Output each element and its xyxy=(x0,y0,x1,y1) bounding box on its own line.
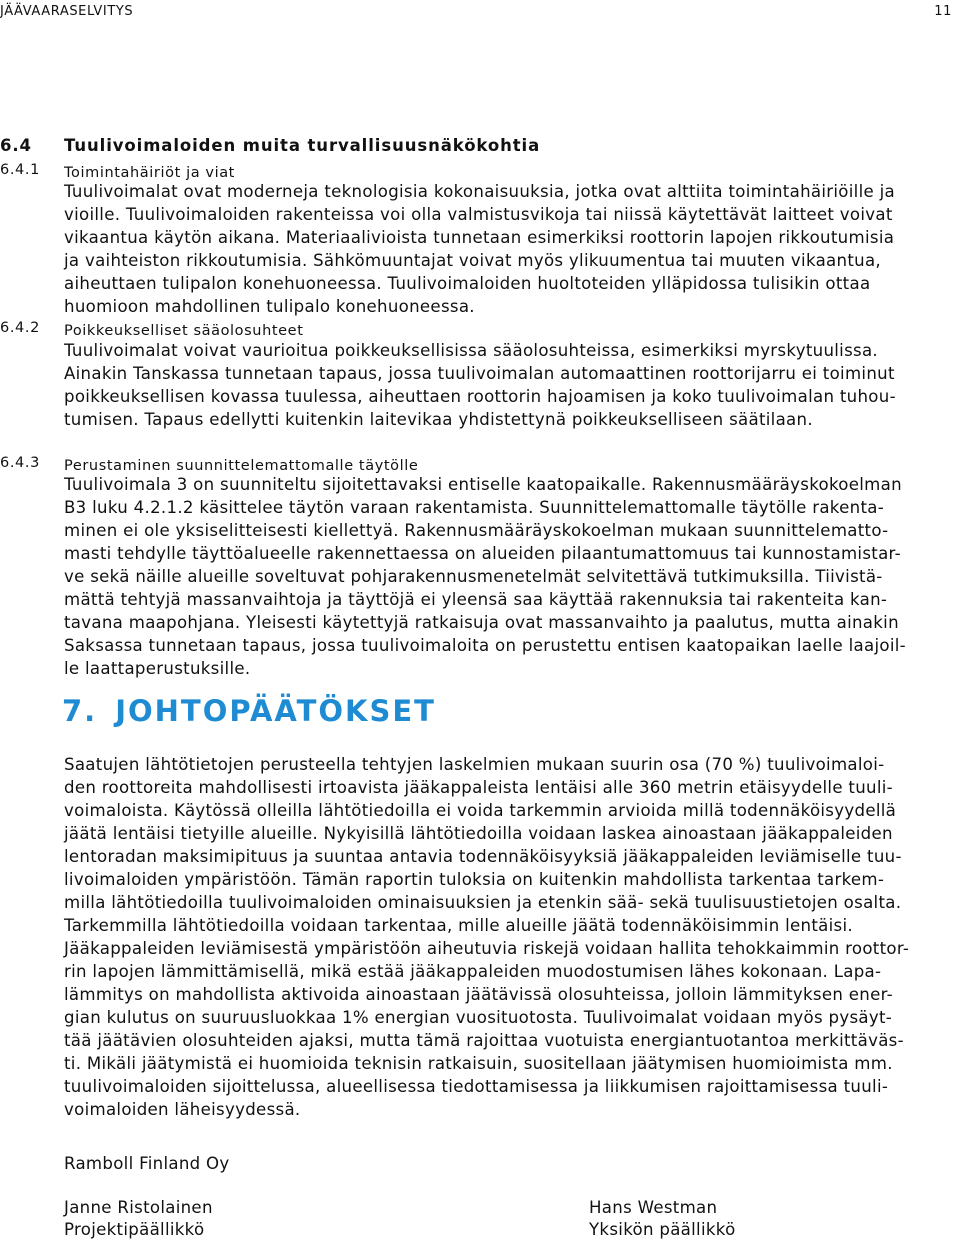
text-line: Saatujen lähtötietojen perusteella tehtyjen laskelmien mukaan suurin osa (70 %) tuulivoimaloi- xyxy=(64,755,885,774)
subsection-title-6-4-2: Poikkeukselliset sääolosuhteet xyxy=(64,323,304,339)
text-line: lämmitys on mahdollista aktivoida ainoastaan jäätävissä olosuhteissa, jolloin lämmityksen ener- xyxy=(64,985,893,1004)
text-line: Tuulivoimalat voivat vaurioitua poikkeuksellisissa sääolosuhteissa, esimerkiksi myrskytuulissa. xyxy=(64,341,879,360)
text-line: poikkeuksellisen kovassa tuulessa, aiheuttaen roottorin hajoamisen ja koko tuulivoimalan tuhou- xyxy=(64,387,896,406)
text-line: tavana maapohjana. Yleisesti käytettyjä ratkaisuja ovat massanvaihto ja paalutus, mutta ainakin xyxy=(64,613,899,632)
subsection-number-6-4-3: 6.4.3 xyxy=(0,455,40,471)
text-line: masti tehdylle täyttöalueelle rakennettaessa on alueiden pilaantumattomuus tai kunnostamistar- xyxy=(64,544,901,563)
running-header: JÄÄVAARASELVITYS xyxy=(0,4,134,19)
subsection-number-6-4-2: 6.4.2 xyxy=(0,320,40,336)
page-number: 11 xyxy=(934,4,952,19)
signatory-left-name: Janne Ristolainen xyxy=(64,1198,213,1217)
text-line: vikaantua käytön aikana. Materiaalivioista tunnetaan esimerkiksi roottorin lapojen rikkoutumisia xyxy=(64,228,895,247)
paragraph-6-4-1 xyxy=(64,180,895,318)
paragraph-6-4-2 xyxy=(64,339,896,431)
text-line: Saksassa tunnetaan tapaus, jossa tuulivoimaloita on perustettu entisen kaatopaikan laelle laajoil- xyxy=(64,636,906,655)
text-line: Tuulivoimalat ovat moderneja teknologisia kokonaisuuksia, jotka ovat alttiita toimintahäiriöille ja xyxy=(64,182,895,201)
text-line: ja vaihteiston rikkoutumisia. Sähkömuuntajat voivat myös ylikuumentua tai muuten vikaantua, xyxy=(64,251,882,270)
text-line: ve sekä näille alueille soveltuvat pohjarakennusmenetelmät selvitettävä tutkimuksilla. Tiivistä- xyxy=(64,567,883,586)
subsection-title-6-4-3: Perustaminen suunnittelemattomalle täytölle xyxy=(64,458,419,474)
signatory-right-title: Yksikön päällikkö xyxy=(589,1220,736,1239)
text-line: Jääkappaleiden leviämisestä ympäristöön aiheutuvia riskejä voidaan hallita tehokkaimmin roottor- xyxy=(64,939,910,958)
text-line: tumisen. Tapaus edellytti kuitenkin laitevikaa yhdistettynä poikkeukselliseen säätilaan. xyxy=(64,410,813,429)
text-line: tää jäätävien olosuhteiden ajaksi, mutta tämä rajoittaa vuotuista energiantuotantoa merkittäväs- xyxy=(64,1031,904,1050)
signatory-left-title: Projektipäällikkö xyxy=(64,1220,205,1239)
text-line: voimaloista. Käytössä olleilla lähtötiedoilla ei voida tarkemmin arvioida millä todennäköisyydellä xyxy=(64,801,897,820)
text-line: ti. Mikäli jäätymistä ei huomioida teknisin ratkaisuin, suositellaan jäätymisen huomioimista mm. xyxy=(64,1054,893,1073)
text-line: gian kulutus on suuruusluokkaa 1% energian vuosituotosta. Tuulivoimalat voidaan myös pysäyt- xyxy=(64,1008,893,1027)
text-line: jäätä lentäisi tietyille alueille. Nykyisillä lähtötiedoilla voidaan laskea ainoastaan jääkappaleiden xyxy=(64,824,893,843)
subsection-title-6-4-1: Toimintahäiriöt ja viat xyxy=(64,165,235,181)
text-line: vioille. Tuulivoimaloiden rakenteissa voi olla valmistusvikoja tai niissä käytettävät laitteet voivat xyxy=(64,205,893,224)
text-line: B3 luku 4.2.1.2 käsittelee täytön varaan rakentamista. Suunnittelemattomalle täytölle rakenta- xyxy=(64,498,885,517)
text-line: rin lapojen lämmittämisellä, mikä estää jääkappaleiden muodostumisen lähes kokonaan. Lapa- xyxy=(64,962,882,981)
text-line: milla lähtötiedoilla tuulivoimaloiden ominaisuuksien ja etenkin sää- sekä tuulisuustietojen osalta. xyxy=(64,893,902,912)
text-line: minen ei ole yksiselitteisesti kiellettyä. Rakennusmääräyskokoelman mukaan suunnittelematto- xyxy=(64,521,889,540)
text-line: Ainakin Tanskassa tunnetaan tapaus, jossa tuulivoimalan automaattinen roottorijarru ei toiminut xyxy=(64,364,895,383)
chapter-heading-7 xyxy=(62,694,436,728)
text-line: Tuulivoimala 3 on suunniteltu sijoitettavaksi entiselle kaatopaikalle. Rakennusmääräyskokoelman xyxy=(64,475,902,494)
paragraph-chapter-7 xyxy=(64,753,909,1121)
subsection-number-6-4-1: 6.4.1 xyxy=(0,162,40,178)
chapter-number: 7. xyxy=(62,694,98,728)
text-line: aiheuttaen tulipalon konehuoneessa. Tuulivoimaloiden huoltoteiden ylläpidossa tulisikin ottaa xyxy=(64,274,871,293)
text-line: huomioon mahdollinen tulipalo konehuoneessa. xyxy=(64,297,475,316)
section-number: 6.4 xyxy=(0,136,32,155)
text-line: lentoradan maksimipituus ja suuntaa antavia todennäköisyyksiä jääkappaleiden leviämiselle tuu- xyxy=(64,847,902,866)
section-title: Tuulivoimaloiden muita turvallisuusnäkökohtia xyxy=(64,136,541,155)
text-line: livoimaloiden ympäristöön. Tämän raportin tuloksia on kuitenkin mahdollista tarkentaa tarkem- xyxy=(64,870,885,889)
text-line: le laattaperustuksille. xyxy=(64,659,251,678)
text-line: Tarkemmilla lähtötiedoilla voidaan tarkentaa, mille alueille jäätä todennäköisimmin lentäisi. xyxy=(64,916,853,935)
chapter-title: JOHTOPÄÄTÖKSET xyxy=(115,694,436,728)
text-line: mättä tehtyjä massanvaihtoja ja täyttöjä ei yleensä saa käyttää rakennuksia tai rakenteita kan- xyxy=(64,590,888,609)
text-line: den roottoreita mahdollisesti irtoavista jääkappaleista lentäisi alle 360 metrin etäisyydelle tuuli- xyxy=(64,778,893,797)
text-line: tuulivoimaloiden sijoittelussa, alueellisessa tiedottamisessa ja liikkumisen rajoittamisessa tuuli- xyxy=(64,1077,889,1096)
text-line: voimaloiden läheisyydessä. xyxy=(64,1100,301,1119)
paragraph-6-4-3 xyxy=(64,473,906,680)
signatory-right-name: Hans Westman xyxy=(589,1198,718,1217)
company-name: Ramboll Finland Oy xyxy=(64,1154,230,1173)
